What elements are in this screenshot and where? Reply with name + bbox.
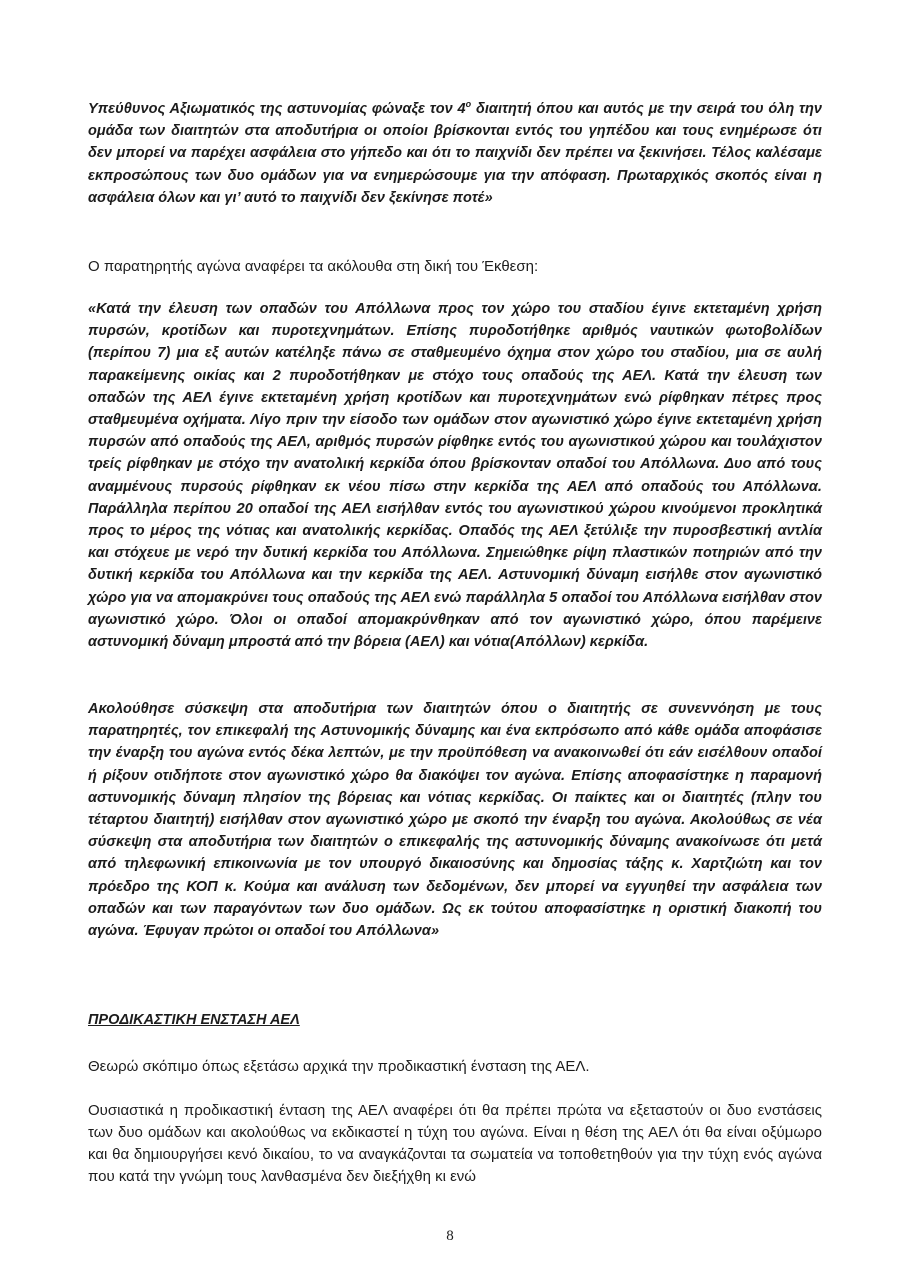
- paragraph-consider: Θεωρώ σκόπιμο όπως εξετάσω αρχικά την προδικαστική ένσταση της ΑΕΛ.: [88, 1058, 590, 1075]
- paragraph-essentially: Ουσιαστικά η προδικαστική ένταση της ΑΕΛ αναφέρει ότι θα πρέπει πρώτα να εξεταστούν οι δυο ενστάσεις των δυο ομάδων και ακολούθως να εκδικαστεί η τύχη του αγώνα. Είναι η θέση της ΑΕΛ ότι θα είναι οξύμωρο και θα δημιουργήσει κενό δικαίου, το να αναγκάζονται τα σωματεία να τοποθετηθούν για την τύχη ενός αγώνα που κατά την γνώμη τους λανθασμένα δεν διεξήχθη κι ενώ: [88, 1102, 822, 1185]
- observer-quote-paragraph-2: Ακολούθησε σύσκεψη στα αποδυτήρια των διαιτητών όπου ο διαιτητής σε συνεννόηση με τους παρατηρητές, τον επικεφαλή της Αστυνομικής δύναμης και ένα εκπρόσωπο από κάθε ομάδα αποφάσισε την έναρξη του αγώνα εντός δέκα λεπτών, με την προϋπόθεση να ανακοινωθεί ότι εάν εισέλθουν οπαδοί ή ρίξουν οτιδήποτε στον αγωνιστικό χώρο θα διακόψει τον αγώνα. Επίσης αποφασίστηκε η παραμονή αστυνομικής δύναμη πλησίον της βόρειας και νότιας κερκίδας. Οι παίκτες και οι διαιτητές (πλην του τέταρτου διαιτητή) εισήλθαν στον αγωνιστικό χώρο με σκοπό την έναρξη του αγώνα. Ακολούθως σε νέα σύσκεψη στα αποδυτήρια των διαιτητών ο επικεφαλής της αστυνομικής δύναμης ανακοίνωσε ότι μετά από τηλεφωνική επικοινωνία με τον υπουργό δικαιοσύνης και δημοσίας τάξης κ. Χαρτζιώτη και τον πρόεδρο της ΚΟΠ κ. Κούμα και ανάλυση των δεδομένων, δεν μπορεί να εγγυηθεί την ασφάλεια των οπαδών και των παραγόντων των δυο ομάδων. Ως εκ τούτου αποφασίστηκε η οριστική διακοπή του αγώνα. Έφυγαν πρώτοι οι οπαδοί του Απόλλωνα»: [88, 701, 822, 940]
- opening-quote: Υπεύθυνος Αξιωματικός της αστυνομίας φώναξε τον $4^o$ διαιτητή όπου και αυτός με την σειρά του όλη την ομάδα των διαιτητών στα αποδυτήρια οι οποίοι βρίσκονται εντός του γηπέδου και τους ενημέρωσε ότι δεν μπορεί να παρέχει ασφάλεια στο γήπεδο και ότι το παιχνίδι δεν πρέπει να ξεκινήσει. Τέλος καλέσαμε εκπροσώπους των δυο ομάδων για να ενημερώσουμε για την απόφαση. Πρωταρχικός σκοπός είναι η ασφάλεια όλων και γι’ αυτό το παιχνίδι δεν ξεκίνησε ποτέ»: [88, 99, 822, 206]
- section-heading: ΠΡΟΔΙΚΑΣΤΙΚΗ ΕΝΣΤΑΣΗ ΑΕΛ: [88, 1012, 300, 1028]
- observer-quote-paragraph-1: «Κατά την έλευση των οπαδών του Απόλλωνα προς τον χώρο του σταδίου έγινε εκτεταμένη χρήση πυρσών, κροτίδων και πυροτεχνημάτων. Επίσης πυροδοτήθηκε αριθμός ναυτικών φωτοβολίδων (περίπου 7) μια εξ αυτών κατέληξε πάνω σε σταθμευμένο όχημα στον χώρο του σταδίου, μια σε αυλή παρακείμενης οικίας και 2 πυροδοτήθηκαν με στόχο τους οπαδούς της ΑΕΛ. Κατά την έλευση των οπαδών της ΑΕΛ έγινε εκτεταμένη χρήση κροτίδων και πυροτεχνημάτων ενώ ρίφθηκαν πέτρες προς σταθμευμένα οχήματα. Λίγο πριν την είσοδο των ομάδων στον αγωνιστικό χώρο έγινε εκτεταμένη χρήση πυρσών από οπαδούς της ΑΕΛ, αριθμός πυρσών ρίφθηκε εντός του αγωνιστικού χώρου και τουλάχιστον τρείς ρίφθηκαν με στόχο την ανατολική κερκίδα όπου βρίσκονταν οπαδοί του Απόλλωνα. Δυο από τους αναμμένους πυρσούς ρίφθηκαν εκ νέου πίσω στην κερκίδα της ΑΕΛ από οπαδούς του Απόλλωνα. Παράλληλα περίπου 20 οπαδοί της ΑΕΛ εισήλθαν εντός του αγωνιστικού χώρου κινούμενοι προκλητικά προς το μέρος της νότιας και ανατολικής κερκίδας. Οπαδός της ΑΕΛ ξετύλιξε την πυροσβεστική αντλία και στόχευε με νερό την δυτική κερκίδα του Απόλλωνα. Σημειώθηκε ρίψη πλαστικών ποτηριών από την δυτική κερκίδα του Απόλλωνα και την κερκίδα της ΑΕΛ. Αστυνομική δύναμη εισήλθε στον αγωνιστικό χώρο για να απομακρύνει τους οπαδούς της ΑΕΛ ενώ παράλληλα 5 οπαδοί του Απόλλωνα εισήλθαν στον αγωνιστικό χώρο. Όλοι οι οπαδοί απομακρύνθηκαν από τον αγωνιστικό χώρο, όπου παρέμεινε αστυνομική δύναμη μπροστά από την βόρεια (ΑΕΛ) και νότια(Απόλλων) κερκίδα.: [88, 301, 822, 651]
- observer-intro: Ο παρατηρητής αγώνα αναφέρει τα ακόλουθα στη δική του Έκθεση:: [88, 258, 539, 275]
- page-number: 8: [446, 1228, 454, 1244]
- superscript: ο: [465, 99, 472, 110]
